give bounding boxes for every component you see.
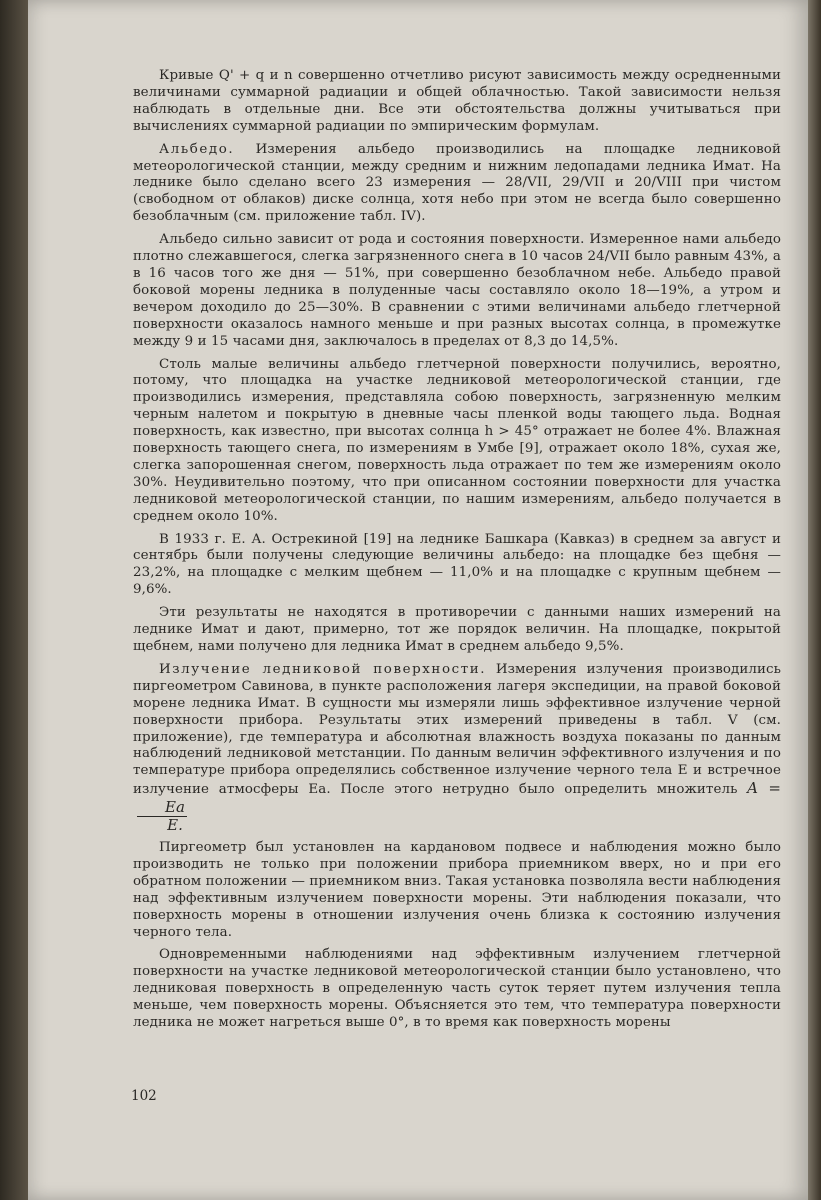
section-heading-radiation: Излучение ледниковой поверхности. [159,661,487,677]
book-page [28,0,808,1200]
formula-numerator: Ea [137,799,187,817]
formula-denominator: E. [167,816,183,835]
paragraph-3: Альбедо сильно зависит от рода и состояния поверхности. Измеренное нами альбедо плотно слежавшегося, слегка загрязненного снега в 10 часов 24/VII было равным 43%, а в 16 часов того же дня — 51%, при совершенно безоблачном небе. Альбедо правой боковой морены ледника в полуденные часы составляло около 18—19%, а утром и вечером доходило до 25—30%. В сравнении с этими величинами альбедо глетчерной поверхности оказалось намного меньше и при разных высотах солнца, в промежутке между 9 и 15 часами дня, заключалось в пределах от 8,3 до 14,5%. [133,232,781,349]
paragraph-1: Кривые Q' + q и n совершенно отчетливо рисуют зависимость между осредненными величинами суммарной радиации и общей облачностью. Такой зависимости нельзя наблюдать в отдельные дни. Все эти обстоятельства должны учитываться при вычислениях суммарной радиации по эмпирическим формулам. [133,68,781,134]
page-number: 102 [131,1088,157,1104]
formula-fraction [137,799,187,834]
paragraph-6: Эти результаты не находятся в противоречии с данными наших измерений на леднике Имат и дают, примерно, тот же порядок величин. На площадке, покрытой щебнем, нами получено для ледника Имат в среднем альбедо 9,5%. [133,605,781,654]
paragraph-7: Измерения излучения производились пиргеометром Савинова, в пункте расположения лагеря экспедиции, на правой боковой морене ледника Имат. В сущности мы измеряли лишь эффективное излучение черной поверхности прибора. Результаты этих измерений приведены в табл. V (см. приложение), где температура и абсолютная влажность воздуха показаны по данным наблюдений ледниковой метстанции. По данным величин эффективного излучения и по температуре прибора определялись собственное излучение черного тела E и встречное излучение атмосферы Ea. После этого нетрудно было определить множитель [133,661,781,798]
paragraph-radiation [133,662,781,834]
paragraph-5: В 1933 г. Е. А. Острекиной [19] на леднике Башкара (Кавказ) в среднем за август и сентябрь были получены следующие величины альбедо: на площадке без щебня — 23,2%, на площадке с мелким щебнем — 11,0% и на площадке с крупным щебнем — 9,6%. [133,531,781,598]
table-edge [808,0,821,1200]
book-spine-shadow [0,0,28,1200]
section-heading-albedo: Альбедо. [159,141,235,157]
paragraph-9: Одновременными наблюдениями над эффективным излучением глетчерной поверхности на участке ледниковой метеорологической станции было установлено, что ледниковая поверхность в определенную часть суток теряет путем излучения тепла меньше, чем поверхность морены. Объясняется это тем, что температура поверхности ледника не может нагреться выше 0°, в то время как поверхность морены [133,947,781,1031]
paragraph-4: Столь малые величины альбедо глетчерной поверхности получились, вероятно, потому, что площадка на участке ледниковой метеорологической станции, где производились измерения, представляла собою поверхность, загрязненную мелким черным налетом и покрытую в дневные часы пленкой воды тающего льда. Водная поверхность, как известно, при высотах солнца h > 45° отражает не более 4%. Влажная поверхность тающего снега, по измерениям в Умбе [9], отражает около 18%, сухая же, слегка запорошенная снегом, поверхность льда отражает по тем же измерениям около 30%. Неудивительно поэтому, что при описанном состоянии поверхности для участка ледниковой метеорологической станции, по нашим измерениям, альбедо получается в среднем около 10%. [133,356,781,524]
paragraph-2: Измерения альбедо производились на площадке ледниковой метеорологической станции, между средним и нижним ледопадами ледника Имат. На леднике было сделано всего 23 измерения — 28/VII, 29/VII и 20/VIII при чистом (свободном от облаков) диске солнца, хотя небо при этом не всегда было совершенно безоблачным (см. приложение табл. IV). [133,141,781,225]
page-text [133,68,781,1032]
paragraph-8: Пиргеометр был установлен на кардановом подвесе и наблюдения можно было производить не только при положении прибора приемником вверх, но и при его обратном положении — приемником вниз. Такая установка позволяла вести наблюдения над эффективным излучением поверхности морены. Эти наблюдения показали, что поверхность морены в отношении излучения очень близка к состоянию излучения черного тела. [133,839,781,940]
formula-lhs: A = [747,779,781,798]
paragraph-albedo [133,142,781,227]
